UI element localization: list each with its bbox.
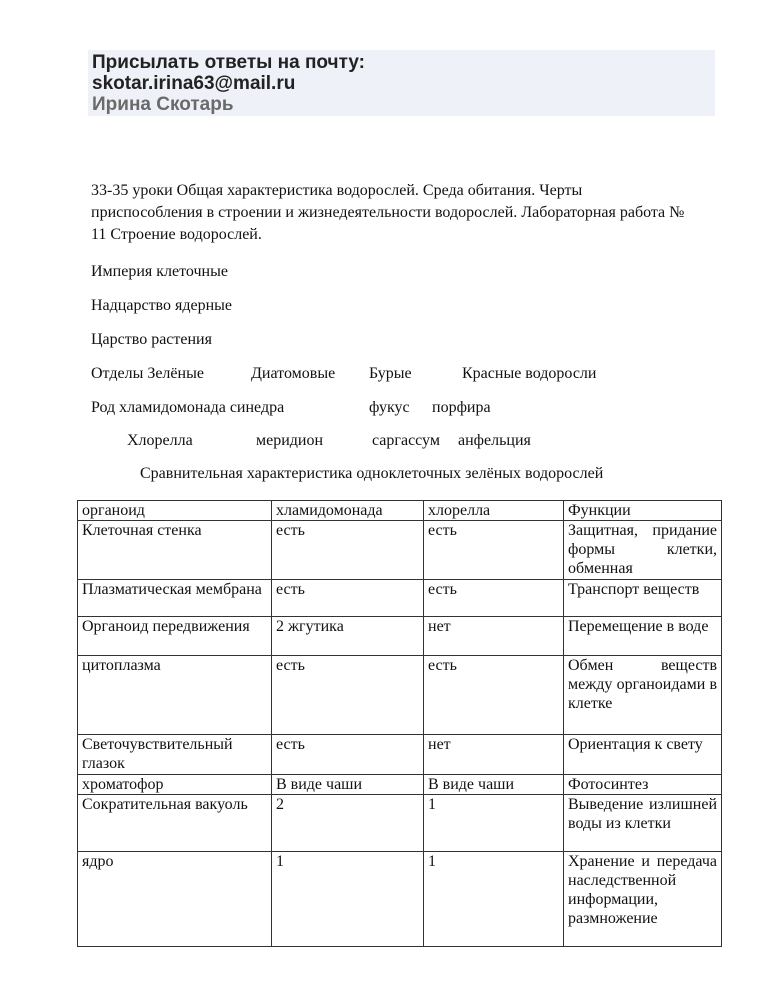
table-row (78, 735, 722, 775)
genus: Род хламидомонада синедра (91, 399, 285, 416)
division: Диатомовые (251, 365, 336, 382)
table-row (78, 775, 722, 795)
genus: анфельция (458, 432, 531, 449)
table-cell: цитоплазма (78, 656, 272, 735)
table-cell: есть (272, 735, 424, 775)
table-cell: Транспорт веществ (564, 580, 722, 617)
table-cell: нет (424, 735, 564, 775)
table-cell: нет (424, 617, 564, 656)
table-cell: Перемещение в воде (564, 617, 722, 656)
table-cell: В виде чаши (424, 775, 564, 795)
table-cell: Защитная, придание формы клетки, обменная (564, 521, 722, 580)
table-row (78, 580, 722, 617)
comparison-table (77, 500, 722, 947)
table-cell: 1 (424, 852, 564, 947)
table-cell: В виде чаши (272, 775, 424, 795)
genus: меридион (256, 432, 324, 449)
table-cell: Клеточная стенка (78, 521, 272, 580)
table-cell: 1 (272, 852, 424, 947)
division: Отделы Зелёные (91, 365, 204, 382)
contact-header (88, 50, 715, 116)
table-cell: ядро (78, 852, 272, 947)
table-cell: Обмен веществ между органоидами в клетке (564, 656, 722, 735)
table-row (78, 656, 722, 735)
table-row (78, 795, 722, 852)
table-cell: есть (272, 521, 424, 580)
table-cell: Плазматическая мембрана (78, 580, 272, 617)
table-cell: есть (424, 656, 564, 735)
table-row (78, 852, 722, 947)
taxonomy-superkingdom: Надцарство ядерные (91, 297, 233, 314)
header-email: skotar.irina63@mail.ru (92, 73, 296, 94)
genus: фукус (369, 399, 410, 416)
table-cell: Фотосинтез (564, 775, 722, 795)
table-cell: Светочувствительный глазок (78, 735, 272, 775)
table-row (78, 617, 722, 656)
genus: Хлорелла (127, 432, 193, 449)
table-cell: Ориентация к свету (564, 735, 722, 775)
table-cell: 1 (424, 795, 564, 852)
table-cell: Хранение и передача наследственной информации, размножение (564, 852, 722, 947)
table-cell: хроматофор (78, 775, 272, 795)
table-cell: хламидомонада (272, 501, 424, 521)
table-cell: хлорелла (424, 501, 564, 521)
table-header-row (78, 501, 722, 521)
header-instruction: Присылать ответы на почту: (92, 52, 366, 73)
genus: саргассум (372, 432, 440, 449)
table-cell: Выведение излишней воды из клетки (564, 795, 722, 852)
table-cell: Сократительная вакуоль (78, 795, 272, 852)
table-cell: есть (272, 656, 424, 735)
table-cell: 2 жгутика (272, 617, 424, 656)
division: Красные водоросли (462, 365, 597, 382)
genus: порфира (432, 399, 491, 416)
table-cell: есть (272, 580, 424, 617)
table-cell: органоид (78, 501, 272, 521)
table-cell: Функции (564, 501, 722, 521)
division: Бурые (369, 365, 412, 382)
taxonomy-kingdom: Царство растения (91, 331, 212, 348)
lesson-title: 33-35 уроки Общая характеристика водорослей. Среда обитания. Черты приспособления в строении и жизнедеятельности водорослей. Лабораторная работа № 11 Строение водорослей. (91, 182, 685, 243)
table-row (78, 521, 722, 580)
table-cell: 2 (272, 795, 424, 852)
taxonomy-empire: Империя клеточные (91, 263, 228, 280)
table-cell: есть (424, 580, 564, 617)
table-cell: есть (424, 521, 564, 580)
table-cell: Органоид передвижения (78, 617, 272, 656)
header-author: Ирина Скотарь (92, 94, 234, 115)
table-title: Сравнительная характеристика одноклеточных зелёных водорослей (140, 465, 604, 482)
